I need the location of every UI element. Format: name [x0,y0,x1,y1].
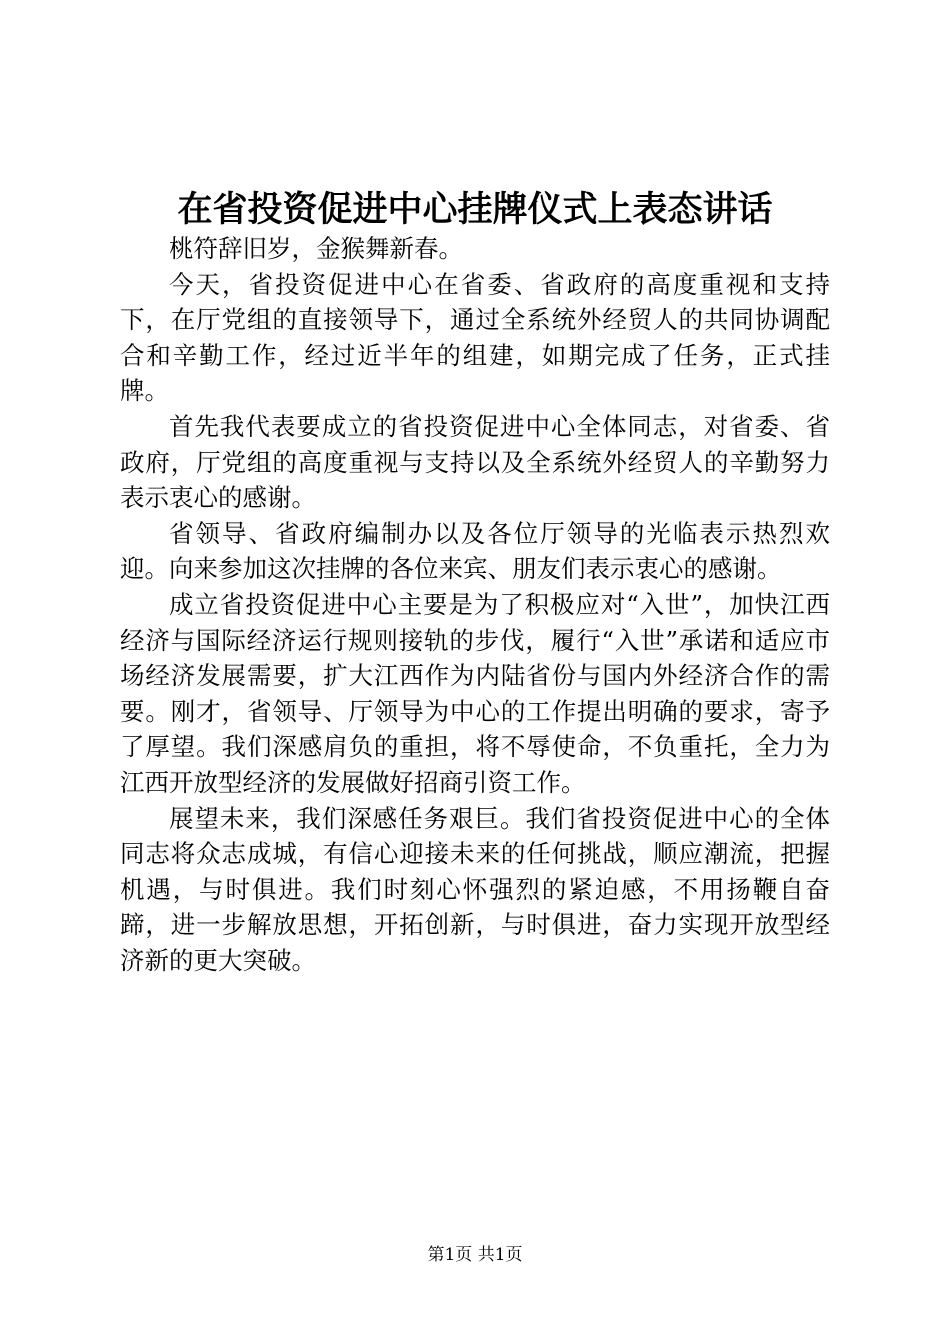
paragraph-purpose: 成立省投资促进中心主要是为了积极应对“入世”，加快江西经济与国际经济运行规则接轨的步伐，履行“入世”承诺和适应市场经济发展需要，扩大江西作为内陆省份与国内外经济合作的需要。刚才，省领导、厅领导为中心的工作提出明确的要求，寄予了厚望。我们深感肩负的重担，将不辱使命，不负重托，全力为江西开放型经济的发展做好招商引资工作。 [120,589,830,797]
paragraph-thanks: 首先我代表要成立的省投资促进中心全体同志，对省委、省政府，厅党组的高度重视与支持以及全系统外经贸人的辛勤努力表示衷心的感谢。 [120,411,830,513]
document-body [120,231,830,978]
page-number-footer: 第1页 共1页 [427,1245,523,1265]
paragraph-welcome: 省领导、省政府编制办以及各位厅领导的光临表示热烈欢迎。向来参加这次挂牌的各位来宾、朋友们表示衷心的感谢。 [120,518,830,584]
paragraph-opening: 今天，省投资促进中心在省委、省政府的高度重视和支持下，在厅党组的直接领导下，通过全系统外经贸人的共同协调配合和辛勤工作，经过近半年的组建，如期完成了任务，正式挂牌。 [120,269,830,406]
paragraph-outlook: 展望未来，我们深感任务艰巨。我们省投资促进中心的全体同志将众志成城，有信心迎接未来的任何挑战，顺应潮流，把握机遇，与时俱进。我们时刻心怀强烈的紧迫感，不用扬鞭自奋蹄，进一步解放思想，开拓创新，与时俱进，奋力实现开放型经济新的更大突破。 [120,803,830,975]
document-title: 在省投资促进中心挂牌仪式上表态讲话 [177,189,773,230]
paragraph-greeting: 桃符辞旧岁，金猴舞新春。 [169,234,463,263]
